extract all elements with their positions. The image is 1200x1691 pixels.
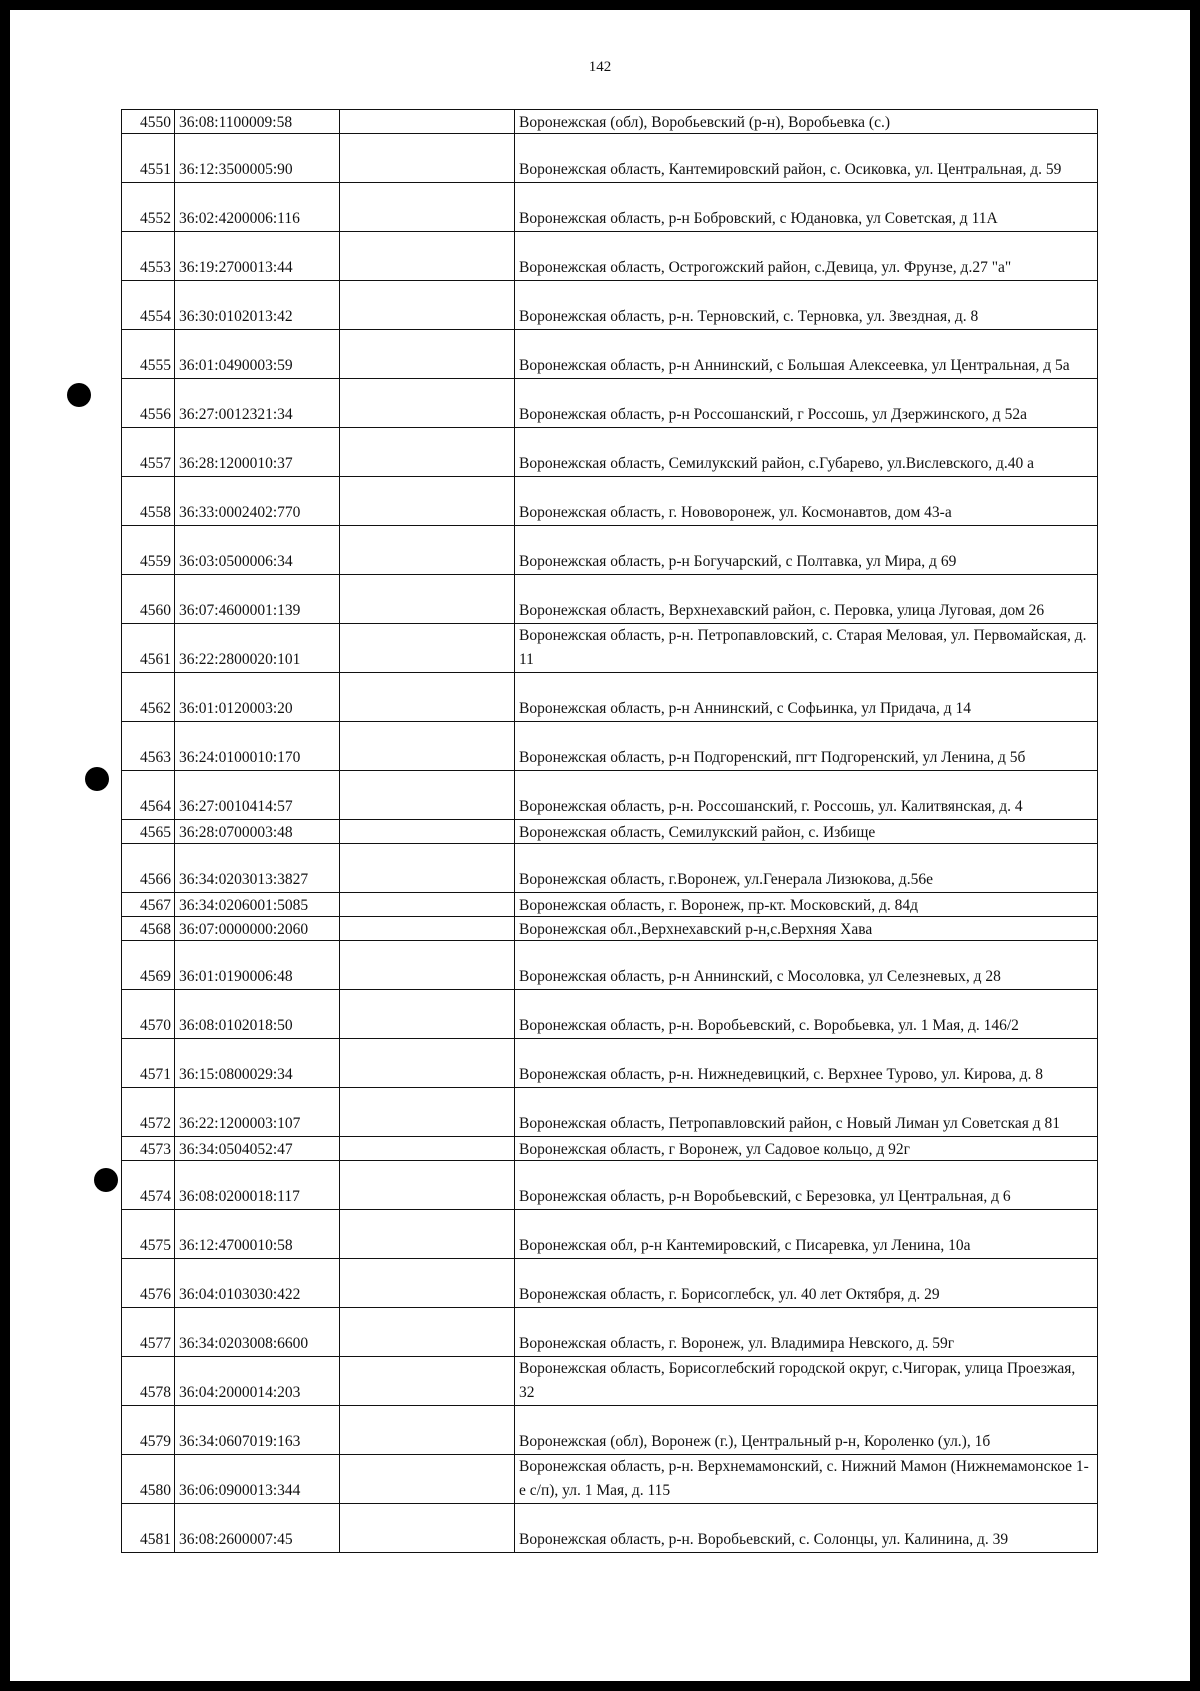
table-row: [122, 1406, 1098, 1455]
table-row: [122, 477, 1098, 526]
cadastral-number-cell: 36:08:0200018:117: [175, 1161, 340, 1210]
blank-cell: [340, 844, 515, 893]
table-row: [122, 1161, 1098, 1210]
registry-table: [121, 109, 1098, 1553]
blank-cell: [340, 673, 515, 722]
row-number-cell: 4571: [122, 1039, 175, 1088]
row-number-cell: 4553: [122, 232, 175, 281]
blank-cell: [340, 1161, 515, 1210]
cadastral-number-cell: 36:28:1200010:37: [175, 428, 340, 477]
row-number-cell: 4573: [122, 1137, 175, 1161]
blank-cell: [340, 110, 515, 134]
table-row: [122, 1504, 1098, 1553]
address-cell: Воронежская область, р-н. Воробьевский, с. Воробьевка, ул. 1 Мая, д. 146/2: [515, 990, 1098, 1039]
row-number-cell: 4552: [122, 183, 175, 232]
address-cell: Воронежская обл.,Верхнехавский р-н,с.Верхняя Хава: [515, 917, 1098, 941]
row-number-cell: 4551: [122, 134, 175, 183]
row-number-cell: 4574: [122, 1161, 175, 1210]
blank-cell: [340, 281, 515, 330]
cadastral-number-cell: 36:27:0012321:34: [175, 379, 340, 428]
table-row: [122, 771, 1098, 820]
table-row: [122, 941, 1098, 990]
table-row: [122, 428, 1098, 477]
blank-cell: [340, 1039, 515, 1088]
row-number-cell: 4575: [122, 1210, 175, 1259]
cadastral-number-cell: 36:27:0010414:57: [175, 771, 340, 820]
table-row: [122, 281, 1098, 330]
blank-cell: [340, 893, 515, 917]
address-cell: Воронежская область, Семилукский район, с.Губарево, ул.Вислевского, д.40 а: [515, 428, 1098, 477]
row-number-cell: 4559: [122, 526, 175, 575]
margin-bullet-mark: [67, 383, 91, 407]
blank-cell: [340, 1308, 515, 1357]
address-cell: Воронежская (обл), Воронеж (г.), Центральный р-н, Короленко (ул.), 1б: [515, 1406, 1098, 1455]
address-cell: Воронежская область, р-н. Россошанский, г. Россошь, ул. Калитвянская, д. 4: [515, 771, 1098, 820]
blank-cell: [340, 820, 515, 844]
cadastral-number-cell: 36:01:0190006:48: [175, 941, 340, 990]
row-number-cell: 4567: [122, 893, 175, 917]
table-row: [122, 183, 1098, 232]
address-cell: Воронежская область, р-н. Терновский, с. Терновка, ул. Звездная, д. 8: [515, 281, 1098, 330]
address-cell: Воронежская область, Семилукский район, с. Избище: [515, 820, 1098, 844]
blank-cell: [340, 917, 515, 941]
blank-cell: [340, 1357, 515, 1406]
row-number-cell: 4561: [122, 624, 175, 673]
page-number: 142: [588, 59, 612, 75]
cadastral-number-cell: 36:12:3500005:90: [175, 134, 340, 183]
blank-cell: [340, 428, 515, 477]
row-number-cell: 4572: [122, 1088, 175, 1137]
table-row: [122, 1137, 1098, 1161]
table-row: [122, 1210, 1098, 1259]
cadastral-number-cell: 36:04:2000014:203: [175, 1357, 340, 1406]
margin-bullet-mark: [85, 767, 109, 791]
cadastral-number-cell: 36:15:0800029:34: [175, 1039, 340, 1088]
blank-cell: [340, 477, 515, 526]
cadastral-number-cell: 36:28:0700003:48: [175, 820, 340, 844]
cadastral-number-cell: 36:12:4700010:58: [175, 1210, 340, 1259]
blank-cell: [340, 232, 515, 281]
address-cell: Воронежская область, р-н Аннинский, с Мосоловка, ул Селезневых, д 28: [515, 941, 1098, 990]
row-number-cell: 4570: [122, 990, 175, 1039]
table-row: [122, 1308, 1098, 1357]
row-number-cell: 4563: [122, 722, 175, 771]
cadastral-number-cell: 36:07:0000000:2060: [175, 917, 340, 941]
table-row: [122, 624, 1098, 673]
table-row: [122, 134, 1098, 183]
row-number-cell: 4555: [122, 330, 175, 379]
address-cell: Воронежская область, г. Борисоглебск, ул. 40 лет Октября, д. 29: [515, 1259, 1098, 1308]
table-row: [122, 844, 1098, 893]
cadastral-number-cell: 36:06:0900013:344: [175, 1455, 340, 1504]
address-cell: Воронежская область, р-н. Воробьевский, с. Солонцы, ул. Калинина, д. 39: [515, 1504, 1098, 1553]
blank-cell: [340, 1259, 515, 1308]
address-cell: Воронежская область, г.Воронеж, ул.Генерала Лизюкова, д.56е: [515, 844, 1098, 893]
address-cell: Воронежская область, р-н. Петропавловский, с. Старая Меловая, ул. Первомайская, д. 11: [515, 624, 1098, 673]
row-number-cell: 4566: [122, 844, 175, 893]
table-row: [122, 990, 1098, 1039]
address-cell: Воронежская область, Петропавловский район, с Новый Лиман ул Советская д 81: [515, 1088, 1098, 1137]
row-number-cell: 4569: [122, 941, 175, 990]
address-cell: Воронежская область, р-н Аннинский, с Большая Алексеевка, ул Центральная, д 5а: [515, 330, 1098, 379]
cadastral-number-cell: 36:01:0120003:20: [175, 673, 340, 722]
cadastral-number-cell: 36:04:0103030:422: [175, 1259, 340, 1308]
address-cell: Воронежская область, р-н Богучарский, с Полтавка, ул Мира, д 69: [515, 526, 1098, 575]
row-number-cell: 4550: [122, 110, 175, 134]
blank-cell: [340, 134, 515, 183]
table-row: [122, 820, 1098, 844]
address-cell: Воронежская обл, р-н Кантемировский, с Писаревка, ул Ленина, 10а: [515, 1210, 1098, 1259]
address-cell: Воронежская область, р-н. Верхнемамонский, с. Нижний Мамон (Нижнемамонское 1-е с/п), ул. 1 Мая, д. 115: [515, 1455, 1098, 1504]
row-number-cell: 4562: [122, 673, 175, 722]
address-cell: Воронежская область, р-н Россошанский, г Россошь, ул Дзержинского, д 52а: [515, 379, 1098, 428]
blank-cell: [340, 575, 515, 624]
cadastral-number-cell: 36:33:0002402:770: [175, 477, 340, 526]
blank-cell: [340, 1406, 515, 1455]
table-row: [122, 1039, 1098, 1088]
table-row: [122, 917, 1098, 941]
cadastral-number-cell: 36:24:0100010:170: [175, 722, 340, 771]
address-cell: Воронежская область, р-н Воробьевский, с Березовка, ул Центральная, д 6: [515, 1161, 1098, 1210]
cadastral-number-cell: 36:02:4200006:116: [175, 183, 340, 232]
table-row: [122, 673, 1098, 722]
table-row: [122, 379, 1098, 428]
table-row: [122, 1357, 1098, 1406]
row-number-cell: 4557: [122, 428, 175, 477]
cadastral-number-cell: 36:08:2600007:45: [175, 1504, 340, 1553]
address-cell: Воронежская область, г. Воронеж, пр-кт. Московский, д. 84д: [515, 893, 1098, 917]
address-cell: Воронежская область, Острогожский район, с.Девица, ул. Фрунзе, д.27 "а": [515, 232, 1098, 281]
table-row: [122, 575, 1098, 624]
table-row: [122, 232, 1098, 281]
address-cell: Воронежская область, р-н Подгоренский, пгт Подгоренский, ул Ленина, д 5б: [515, 722, 1098, 771]
row-number-cell: 4554: [122, 281, 175, 330]
cadastral-number-cell: 36:22:2800020:101: [175, 624, 340, 673]
cadastral-number-cell: 36:01:0490003:59: [175, 330, 340, 379]
blank-cell: [340, 990, 515, 1039]
blank-cell: [340, 379, 515, 428]
cadastral-number-cell: 36:34:0504052:47: [175, 1137, 340, 1161]
row-number-cell: 4576: [122, 1259, 175, 1308]
table-row: [122, 1455, 1098, 1504]
blank-cell: [340, 624, 515, 673]
blank-cell: [340, 526, 515, 575]
blank-cell: [340, 1210, 515, 1259]
cadastral-number-cell: 36:34:0203013:3827: [175, 844, 340, 893]
cadastral-number-cell: 36:30:0102013:42: [175, 281, 340, 330]
address-cell: Воронежская (обл), Воробьевский (р-н), Воробьевка (с.): [515, 110, 1098, 134]
blank-cell: [340, 1137, 515, 1161]
cadastral-number-cell: 36:03:0500006:34: [175, 526, 340, 575]
cadastral-number-cell: 36:19:2700013:44: [175, 232, 340, 281]
blank-cell: [340, 1455, 515, 1504]
table-row: [122, 110, 1098, 134]
blank-cell: [340, 941, 515, 990]
row-number-cell: 4581: [122, 1504, 175, 1553]
row-number-cell: 4577: [122, 1308, 175, 1357]
cadastral-number-cell: 36:08:1100009:58: [175, 110, 340, 134]
address-cell: Воронежская область, Борисоглебский городской округ, с.Чигорак, улица Проезжая, 32: [515, 1357, 1098, 1406]
cadastral-number-cell: 36:08:0102018:50: [175, 990, 340, 1039]
row-number-cell: 4578: [122, 1357, 175, 1406]
blank-cell: [340, 771, 515, 820]
cadastral-number-cell: 36:22:1200003:107: [175, 1088, 340, 1137]
margin-bullet-mark: [94, 1168, 118, 1192]
address-cell: Воронежская область, г. Воронеж, ул. Владимира Невского, д. 59г: [515, 1308, 1098, 1357]
address-cell: Воронежская область, р-н Аннинский, с Софьинка, ул Придача, д 14: [515, 673, 1098, 722]
blank-cell: [340, 1504, 515, 1553]
document-page: [10, 10, 1190, 1681]
table-row: [122, 526, 1098, 575]
table-row: [122, 1259, 1098, 1308]
table-row: [122, 1088, 1098, 1137]
address-cell: Воронежская область, г Воронеж, ул Садовое кольцо, д 92г: [515, 1137, 1098, 1161]
blank-cell: [340, 183, 515, 232]
blank-cell: [340, 330, 515, 379]
blank-cell: [340, 1088, 515, 1137]
table-row: [122, 330, 1098, 379]
table-row: [122, 722, 1098, 771]
cadastral-number-cell: 36:07:4600001:139: [175, 575, 340, 624]
row-number-cell: 4558: [122, 477, 175, 526]
blank-cell: [340, 722, 515, 771]
row-number-cell: 4565: [122, 820, 175, 844]
address-cell: Воронежская область, г. Нововоронеж, ул. Космонавтов, дом 43-а: [515, 477, 1098, 526]
address-cell: Воронежская область, р-н. Нижнедевицкий, с. Верхнее Турово, ул. Кирова, д. 8: [515, 1039, 1098, 1088]
row-number-cell: 4568: [122, 917, 175, 941]
row-number-cell: 4580: [122, 1455, 175, 1504]
cadastral-number-cell: 36:34:0203008:6600: [175, 1308, 340, 1357]
cadastral-number-cell: 36:34:0206001:5085: [175, 893, 340, 917]
row-number-cell: 4579: [122, 1406, 175, 1455]
row-number-cell: 4556: [122, 379, 175, 428]
row-number-cell: 4564: [122, 771, 175, 820]
table-row: [122, 893, 1098, 917]
registry-table-body: [122, 110, 1098, 1553]
address-cell: Воронежская область, р-н Бобровский, с Юдановка, ул Советская, д 11А: [515, 183, 1098, 232]
address-cell: Воронежская область, Кантемировский район, с. Осиковка, ул. Центральная, д. 59: [515, 134, 1098, 183]
address-cell: Воронежская область, Верхнехавский район, с. Перовка, улица Луговая, дом 26: [515, 575, 1098, 624]
cadastral-number-cell: 36:34:0607019:163: [175, 1406, 340, 1455]
row-number-cell: 4560: [122, 575, 175, 624]
